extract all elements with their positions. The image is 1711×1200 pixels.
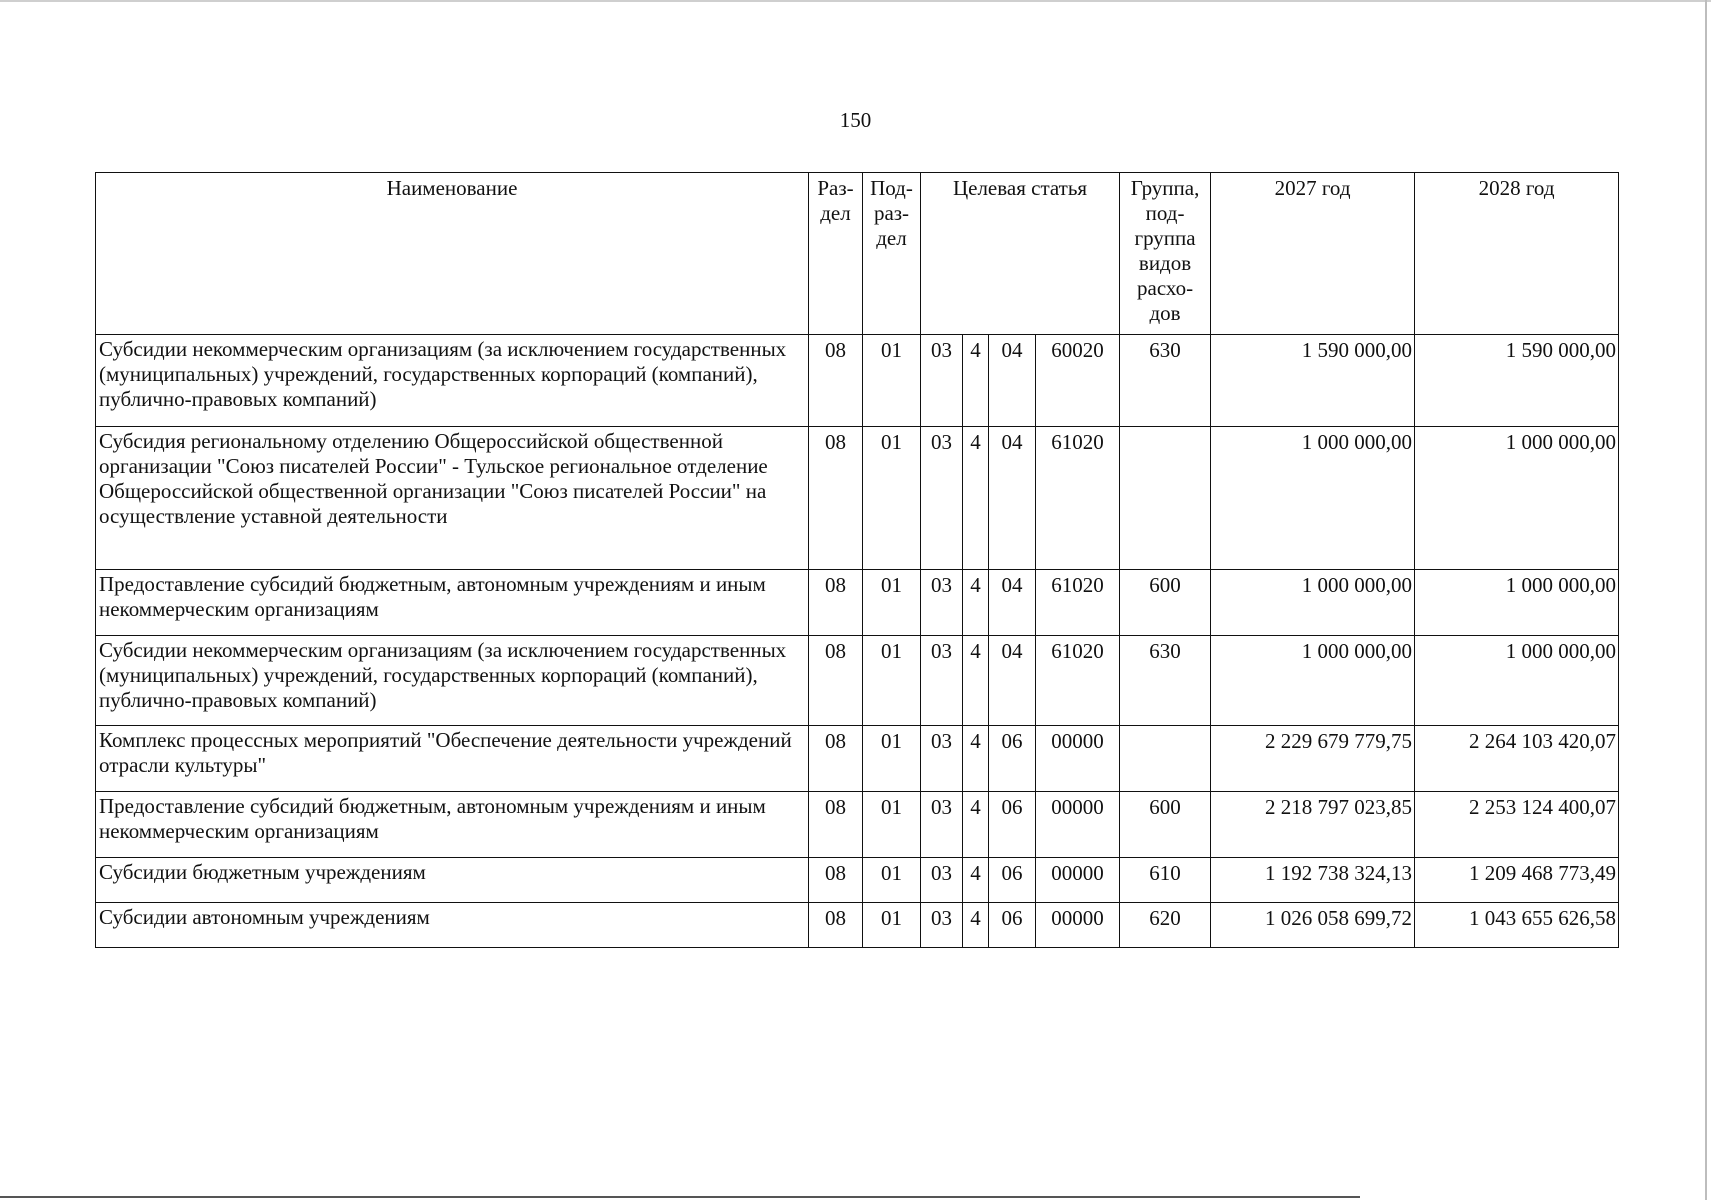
- row-section: 08: [809, 726, 863, 792]
- row-target-program: 03: [921, 427, 963, 570]
- scan-bottom-edge: [0, 1196, 1360, 1198]
- row-target-type: 4: [963, 726, 989, 792]
- row-name: Предоставление субсидий бюджетным, автономным учреждениям и иным некоммерческим организациям: [96, 792, 809, 858]
- row-amount-2028: 1 000 000,00: [1415, 570, 1619, 636]
- row-target-program: 03: [921, 903, 963, 948]
- row-subsection: 01: [863, 636, 921, 726]
- row-subsection: 01: [863, 726, 921, 792]
- row-name: Субсидии некоммерческим организациям (за исключением государственных (муниципальных) учреждений, государственных корпораций (компаний), публично-правовых компаний): [96, 636, 809, 726]
- row-target-complex: 04: [989, 427, 1036, 570]
- table-row: [96, 903, 1619, 948]
- row-subsection: 01: [863, 903, 921, 948]
- row-amount-2027: 1 026 058 699,72: [1211, 903, 1415, 948]
- header-name: Наименование: [96, 173, 809, 335]
- row-amount-2027: 1 000 000,00: [1211, 427, 1415, 570]
- scan-right-edge: [1705, 0, 1707, 1200]
- header-section: Раз- дел: [809, 173, 863, 335]
- row-amount-2028: 1 000 000,00: [1415, 636, 1619, 726]
- row-amount-2028: 2 264 103 420,07: [1415, 726, 1619, 792]
- row-amount-2027: 1 192 738 324,13: [1211, 858, 1415, 903]
- row-expense-group: 630: [1120, 335, 1211, 427]
- scan-top-edge: [0, 0, 1711, 2]
- row-name: Предоставление субсидий бюджетным, автономным учреждениям и иным некоммерческим организациям: [96, 570, 809, 636]
- row-amount-2027: 1 590 000,00: [1211, 335, 1415, 427]
- row-target-program: 03: [921, 335, 963, 427]
- row-expense-group: 610: [1120, 858, 1211, 903]
- row-expense-group: [1120, 427, 1211, 570]
- table-row: [96, 792, 1619, 858]
- row-expense-group: 600: [1120, 570, 1211, 636]
- row-subsection: 01: [863, 570, 921, 636]
- row-amount-2028: 1 043 655 626,58: [1415, 903, 1619, 948]
- row-target-complex: 06: [989, 903, 1036, 948]
- row-amount-2028: 2 253 124 400,07: [1415, 792, 1619, 858]
- table-body: [96, 335, 1619, 948]
- header-expense-group: Группа, под- группа видов расхо- дов: [1120, 173, 1211, 335]
- table-row: [96, 858, 1619, 903]
- row-expense-group: [1120, 726, 1211, 792]
- row-amount-2028: 1 209 468 773,49: [1415, 858, 1619, 903]
- row-section: 08: [809, 570, 863, 636]
- row-target-type: 4: [963, 858, 989, 903]
- row-target-program: 03: [921, 792, 963, 858]
- row-target-complex: 04: [989, 636, 1036, 726]
- row-section: 08: [809, 903, 863, 948]
- row-section: 08: [809, 792, 863, 858]
- row-target-type: 4: [963, 335, 989, 427]
- page-number: 150: [839, 108, 872, 132]
- row-amount-2028: 1 590 000,00: [1415, 335, 1619, 427]
- row-target-direction: 61020: [1036, 570, 1120, 636]
- row-target-type: 4: [963, 792, 989, 858]
- row-name: Субсидии автономным учреждениям: [96, 903, 809, 948]
- row-expense-group: 630: [1120, 636, 1211, 726]
- row-target-program: 03: [921, 858, 963, 903]
- row-target-complex: 06: [989, 726, 1036, 792]
- row-target-complex: 04: [989, 570, 1036, 636]
- row-subsection: 01: [863, 858, 921, 903]
- row-target-type: 4: [963, 636, 989, 726]
- row-section: 08: [809, 335, 863, 427]
- header-target-article: Целевая статья: [921, 173, 1120, 335]
- row-subsection: 01: [863, 792, 921, 858]
- row-target-type: 4: [963, 903, 989, 948]
- row-name: Субсидии некоммерческим организациям (за исключением государственных (муниципальных) учреждений, государственных корпораций (компаний), публично-правовых компаний): [96, 335, 809, 427]
- row-target-direction: 61020: [1036, 427, 1120, 570]
- table-header: [96, 173, 1619, 335]
- row-target-type: 4: [963, 570, 989, 636]
- header-row: [96, 173, 1619, 335]
- row-target-complex: 06: [989, 792, 1036, 858]
- row-amount-2027: 2 229 679 779,75: [1211, 726, 1415, 792]
- row-section: 08: [809, 858, 863, 903]
- row-section: 08: [809, 427, 863, 570]
- table-row: [96, 636, 1619, 726]
- row-target-direction: 60020: [1036, 335, 1120, 427]
- row-target-direction: 61020: [1036, 636, 1120, 726]
- row-target-program: 03: [921, 570, 963, 636]
- row-name: Субсидии бюджетным учреждениям: [96, 858, 809, 903]
- row-amount-2027: 1 000 000,00: [1211, 570, 1415, 636]
- budget-table: [95, 172, 1619, 948]
- row-amount-2027: 1 000 000,00: [1211, 636, 1415, 726]
- row-target-direction: 00000: [1036, 858, 1120, 903]
- table-row: [96, 570, 1619, 636]
- header-year-2028: 2028 год: [1415, 173, 1619, 335]
- row-target-program: 03: [921, 726, 963, 792]
- row-target-complex: 06: [989, 858, 1036, 903]
- row-name: Комплекс процессных мероприятий "Обеспечение деятельности учреждений отрасли культуры": [96, 726, 809, 792]
- row-expense-group: 620: [1120, 903, 1211, 948]
- row-section: 08: [809, 636, 863, 726]
- row-target-direction: 00000: [1036, 792, 1120, 858]
- table-row: [96, 335, 1619, 427]
- table-row: [96, 726, 1619, 792]
- row-target-type: 4: [963, 427, 989, 570]
- row-target-complex: 04: [989, 335, 1036, 427]
- row-subsection: 01: [863, 335, 921, 427]
- row-target-direction: 00000: [1036, 726, 1120, 792]
- row-expense-group: 600: [1120, 792, 1211, 858]
- row-amount-2027: 2 218 797 023,85: [1211, 792, 1415, 858]
- row-subsection: 01: [863, 427, 921, 570]
- row-name: Субсидия региональному отделению Общероссийской общественной организации "Союз писателей России" - Тульское региональное отделение Общероссийской общественной организации "Союз писателей России" на осуществление уставной деятельности: [96, 427, 809, 570]
- header-year-2027: 2027 год: [1211, 173, 1415, 335]
- row-target-direction: 00000: [1036, 903, 1120, 948]
- table-row: [96, 427, 1619, 570]
- header-subsection: Под- раз- дел: [863, 173, 921, 335]
- row-amount-2028: 1 000 000,00: [1415, 427, 1619, 570]
- row-target-program: 03: [921, 636, 963, 726]
